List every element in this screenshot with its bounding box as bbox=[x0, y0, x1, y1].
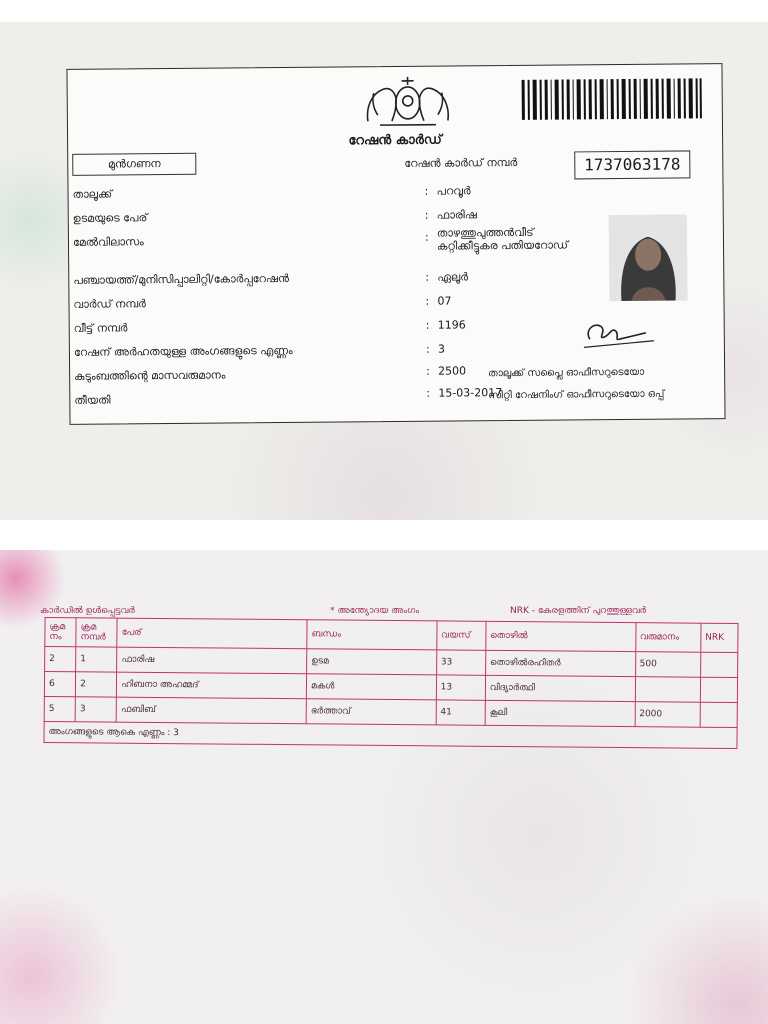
owner-photo bbox=[609, 214, 688, 301]
priority-category-box: മുൻഗണന bbox=[72, 153, 196, 176]
field-label-eligible-members: റേഷന് അർഹതയുള്ള അംഗങ്ങളുടെ എണ്ണം bbox=[73, 343, 293, 359]
field-value-eligible-members: 3 bbox=[437, 342, 445, 356]
ration-card-members-photo bbox=[0, 550, 768, 1024]
col-header: തൊഴിൽ bbox=[486, 621, 636, 651]
col-header: ബന്ധം bbox=[307, 620, 437, 650]
field-value-date: 15-03-2017 bbox=[438, 386, 503, 400]
field-value-taluk: പറവൂർ bbox=[436, 184, 471, 198]
col-header: ക്രമ നമ്പർ bbox=[76, 618, 117, 647]
field-value-panchayat: ഏലൂർ bbox=[437, 270, 469, 284]
signatory-line-1: താലൂക്ക് സപ്ലൈ ഓഫീസറുടെയോ bbox=[488, 366, 645, 380]
field-value-owner: ഫാരിഷ bbox=[436, 208, 477, 222]
col-header: വരുമാനം bbox=[635, 623, 701, 653]
field-label-house-no: വീട്ട് നമ്പർ bbox=[73, 321, 128, 335]
antyodaya-note: * അന്ത്യോദയ അംഗം bbox=[330, 606, 419, 616]
address-line-2: കറ്റിക്കീട്ടുകര പതിയറോഡ് bbox=[436, 238, 569, 253]
field-label-ward: വാർഡ് നമ്പർ bbox=[73, 297, 146, 311]
field-value-house-no: 1196 bbox=[437, 318, 466, 332]
table-row: 5 3 ഫബിബ് ഭർത്താവ് 41 കൂലി 2000 bbox=[44, 696, 737, 727]
field-value-ward: 07 bbox=[437, 294, 452, 308]
nrk-note: NRK - കേരളത്തിന് പുറത്തുള്ളവർ bbox=[510, 606, 646, 616]
col-header: ക്രമ നം bbox=[45, 617, 76, 646]
field-label-address: മേൽവിലാസം bbox=[72, 235, 144, 249]
barcode-icon bbox=[520, 74, 704, 124]
card-number-label: റേഷൻ കാർഡ് നമ്പർ bbox=[404, 155, 518, 170]
members-heading: കാർഡിൽ ഉൾപ്പെട്ടവർ bbox=[40, 606, 135, 616]
table-row: 6 2 ഹിബനാ അഹമ്മദ് മകൾ 13 വിദ്യാർത്ഥി bbox=[44, 671, 737, 702]
field-value-income: 2500 bbox=[438, 364, 467, 378]
address-line-1: താഴത്തുപുത്തൻവീട് bbox=[436, 225, 534, 240]
table-row: 2 1 ഫാരിഷ ഉടമ 33 തൊഴിൽരഹിതർ 500 bbox=[45, 646, 738, 677]
officer-signature-icon bbox=[574, 313, 660, 356]
members-table bbox=[43, 617, 738, 749]
card-title: റേഷൻ കാർഡ് bbox=[348, 132, 442, 149]
field-label-date: തീയതി bbox=[74, 393, 111, 407]
members-total: അംഗങ്ങളുടെ ആകെ എണ്ണം : 3 bbox=[44, 721, 737, 748]
col-header: പേര് bbox=[117, 618, 307, 649]
col-header: NRK bbox=[701, 623, 738, 652]
field-value-address bbox=[437, 225, 568, 252]
field-label-taluk: താലൂക്ക് bbox=[72, 187, 113, 201]
signatory-line-2: സിറ്റി റേഷനിംഗ് ഓഫീസറുടെയോ ഒപ്പ് bbox=[488, 388, 665, 402]
field-label-panchayat: പഞ്ചായത്ത്/മുനിസിപ്പാലിറ്റി/കോർപ്പറേഷൻ bbox=[73, 271, 289, 287]
kerala-emblem-icon bbox=[359, 70, 456, 129]
col-header: വയസ് bbox=[436, 621, 485, 650]
card-number: 1737063178 bbox=[574, 150, 690, 179]
field-label-income: കുടുംബത്തിന്റെ മാസവരുമാനം bbox=[74, 368, 226, 383]
ration-card-front-photo bbox=[0, 22, 768, 520]
field-label-owner: ഉടമയുടെ പേര് bbox=[72, 211, 148, 225]
ration-card: റേഷൻ കാർഡ് മുൻഗണന റേഷൻ കാർഡ് നമ്പർ 1737063178 താലൂക്ക് : പറവൂർ ഉടമയുടെ പേര് : ഫാരിഷ മേൽവിലാസം : താഴത്തുപുത്തൻവീട് കറ്റിക്കീട്ടുകര പതിയറോഡ് പഞ്ചായത്ത്/മുനിസിപ്പാലിറ്റി/കോർപ്പറേഷൻ : ഏലൂർ വാർഡ് നമ്പർ : 07 വീട്ട് നമ്പർ : 1196 റേഷന് അർഹതയുള്ള അംഗങ്ങളുടെ എണ്ണം : 3 കുടുംബത്തിന്റെ മാസവരുമാനം : 2500 തീയതി : 15-03-2017 താലൂക്ക് സപ്ലൈ ഓഫീസറുടെയോ സിറ്റി റേഷനിംഗ് ഓഫീസറുടെയോ ഒപ്പ് bbox=[66, 63, 725, 425]
